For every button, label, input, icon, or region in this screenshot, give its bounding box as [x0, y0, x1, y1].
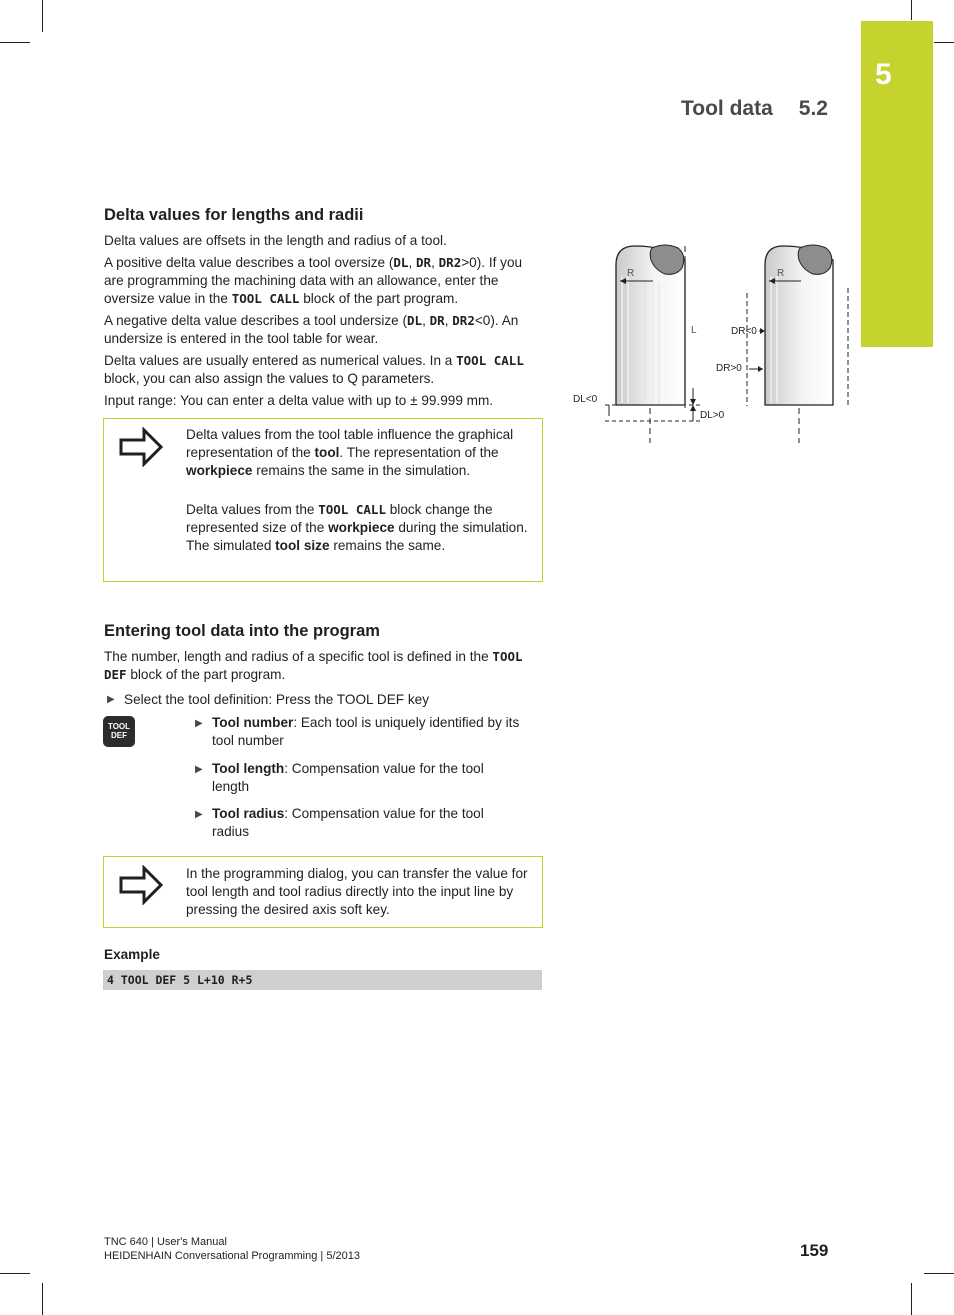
chapter-tab	[861, 21, 933, 347]
label-l: L	[691, 325, 697, 336]
note-text: Delta values from the tool table influence the graphical representation of the tool. The representation of the workpiece remains the same in the simulation.	[186, 427, 514, 478]
paragraph: The number, length and radius of a specific tool is defined in the TOOL DEF block of the part program.	[104, 649, 523, 682]
code-example	[103, 970, 542, 990]
note-text: In the programming dialog, you can transfer the value for tool length and tool radius directly into the input line by pressing the desired axis soft key.	[186, 866, 528, 917]
label-r-right: R	[777, 268, 785, 279]
paragraph: Delta values are offsets in the length and radius of a tool.	[104, 233, 447, 248]
footer	[104, 1235, 360, 1263]
note-box	[103, 856, 543, 928]
crop-mark	[0, 1273, 30, 1274]
note-text: Delta values from the TOOL CALL block change the represented size of the workpiece during the simulation. The simulated tool size remains the same.	[186, 502, 528, 553]
crop-mark	[0, 42, 30, 43]
footer-line: HEIDENHAIN Conversational Programming | 5/2013	[104, 1250, 360, 1262]
triangle-bullet-icon: ▶	[107, 694, 115, 705]
tool-def-softkey-icon: TOOL DEF	[103, 716, 135, 747]
section-number: 5.2	[798, 97, 828, 120]
running-header	[681, 97, 828, 121]
crop-mark	[42, 1283, 43, 1315]
label-dl-positive: DL>0	[700, 410, 725, 421]
heading-entering-tool-data: Entering tool data into the program	[104, 622, 380, 640]
code-line: 4 TOOL DEF 5 L+10 R+5	[107, 973, 253, 987]
label-dr-positive: DR>0	[716, 363, 742, 374]
paragraph: Input range: You can enter a delta value with up to ± 99.999 mm.	[104, 393, 494, 408]
crop-mark	[934, 42, 954, 43]
chapter-number: 5	[875, 58, 892, 91]
note-box	[103, 418, 543, 582]
list-item: Tool number: Each tool is uniquely identified by its tool number	[212, 715, 520, 748]
paragraph: Delta values are usually entered as numerical values. In a TOOL CALL block, you can also assign the values to Q parameters.	[104, 353, 524, 386]
triangle-bullet-icon: ▶	[195, 764, 203, 775]
triangle-bullet-icon: ▶	[195, 718, 203, 729]
paragraph: A negative delta value describes a tool undersize (DL, DR, DR2<0). An undersize is entered in the tool table for wear.	[104, 313, 519, 346]
list-item: Tool radius: Compensation value for the tool radius	[212, 806, 484, 839]
paragraph: A positive delta value describes a tool oversize (DL, DR, DR2>0). If you are programming the machining data with an allowance, enter the oversize value in the TOOL CALL block of the part program.	[104, 255, 523, 306]
crop-mark	[924, 1273, 954, 1274]
arrow-right-icon	[118, 865, 164, 905]
triangle-bullet-icon: ▶	[195, 809, 203, 820]
list-item: Tool length: Compensation value for the tool length	[212, 761, 484, 794]
tool-right	[716, 245, 848, 443]
section-title: Tool data	[681, 97, 773, 120]
label-dl-negative: DL<0	[573, 394, 598, 405]
label-dr-negative: DR<0	[731, 326, 757, 337]
footer-line: TNC 640 | User's Manual	[104, 1236, 227, 1248]
page-number: 159	[800, 1241, 829, 1260]
crop-mark	[911, 0, 912, 20]
step-text: Select the tool definition: Press the TOOL DEF key	[124, 692, 430, 707]
heading-delta-values: Delta values for lengths and radii	[104, 206, 364, 224]
tool-left	[573, 245, 725, 443]
label-r-left: R	[627, 268, 635, 279]
arrow-right-icon	[118, 427, 164, 467]
example-label: Example	[104, 947, 160, 962]
crop-mark	[42, 0, 43, 32]
crop-mark	[911, 1283, 912, 1315]
delta-values-diagram	[565, 238, 855, 448]
